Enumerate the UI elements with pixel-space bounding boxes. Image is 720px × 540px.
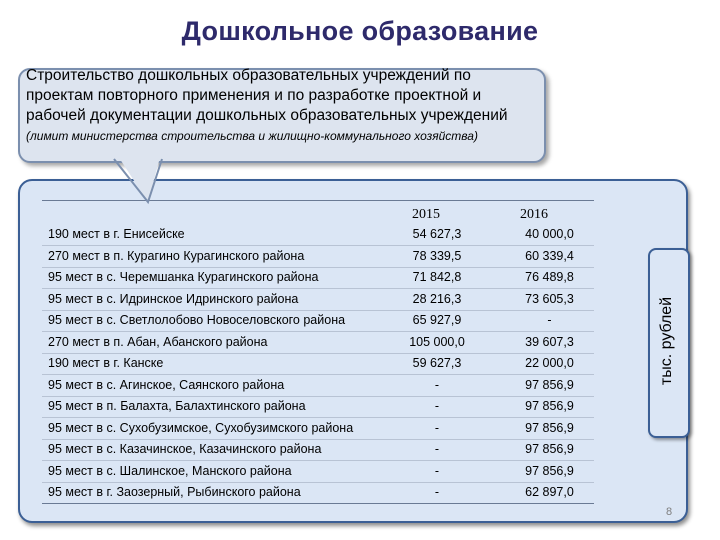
value-2015: - [434,399,440,413]
value-2015: 71 842,8 [412,270,462,284]
value-2015: 65 927,9 [412,313,462,327]
row-name: 270 мест в п. Курагино Курагинского района [48,248,305,263]
page-number: 8 [666,506,673,518]
row-name: 190 мест в г. Канске [48,356,164,370]
value-2015: 59 627,3 [412,356,462,370]
value-2015: 105 000,0 [409,334,465,349]
table-row [42,419,594,440]
row-name: 95 мест в с. Агинское, Саянского района [48,377,285,392]
value-2016: - [547,313,552,327]
table-row [42,483,594,504]
row-name: 270 мест в п. Абан, Абанского района [48,334,268,349]
value-2015: 54 627,3 [412,227,462,241]
value-2016: 40 000,0 [525,227,574,241]
value-2016: 22 000,0 [525,356,574,370]
value-2016: 97 856,9 [525,442,574,456]
value-2015: 78 339,5 [412,248,462,263]
value-2016: 39 607,3 [525,334,574,349]
value-2015: - [434,463,440,478]
table-row [42,290,594,311]
row-name: 95 мест в с. Светлолобово Новоселовского района [48,313,346,327]
value-2015: - [434,442,440,456]
table-row [42,268,594,289]
value-2016: 97 856,9 [525,399,574,413]
row-name: 95 мест в г. Заозерный, Рыбинского района [48,485,301,499]
table-row [42,247,594,268]
table-row [42,354,594,375]
table-row [42,333,594,354]
row-name: 95 мест в п. Балахта, Балахтинского района [48,399,306,413]
row-name: 95 мест в с. Черемшанка Курагинского района [48,270,319,284]
table-bottom-border [42,503,594,504]
value-2015: - [434,485,440,499]
value-2016: 97 856,9 [525,420,574,435]
value-2016: 76 489,8 [525,270,574,284]
value-2016: 73 605,3 [525,291,574,306]
table-row [42,440,594,461]
callout-note: (лимит министерства строительства и жилищно-коммунального хозяйства) [26,129,478,143]
row-name: 95 мест в с. Шалинское, Манского района [48,463,292,478]
callout-text [26,66,536,146]
table-row [42,225,594,246]
callout-main-text: Строительство дошкольных образовательных учреждений по проектам повторного применения и по разработке проектной и рабочей документации дошкольных образовательных учреждений [26,67,508,124]
callout-tail [100,150,190,206]
table-row [42,376,594,397]
value-2015: 28 216,3 [412,291,462,306]
row-name: 190 мест в г. Енисейске [48,227,185,241]
value-2015: - [434,377,440,392]
value-2016: 62 897,0 [525,485,574,499]
table-row [42,397,594,418]
row-name: 95 мест в с. Идринское Идринского района [48,291,299,306]
value-2016: 60 339,4 [525,248,574,263]
table-row [42,462,594,483]
header-2016: 2016 [520,207,548,222]
table-row [42,311,594,332]
header-2015: 2015 [412,207,440,222]
row-name: 95 мест в с. Сухобузимское, Сухобузимского района [48,420,354,435]
value-2015: - [434,420,440,435]
page-title: Дошкольное образование [181,16,539,46]
unit-label: тыс. рублей [658,296,675,386]
value-2016: 97 856,9 [525,463,574,478]
value-2016: 97 856,9 [525,377,574,392]
row-name: 95 мест в с. Казачинское, Казачинского района [48,442,322,456]
